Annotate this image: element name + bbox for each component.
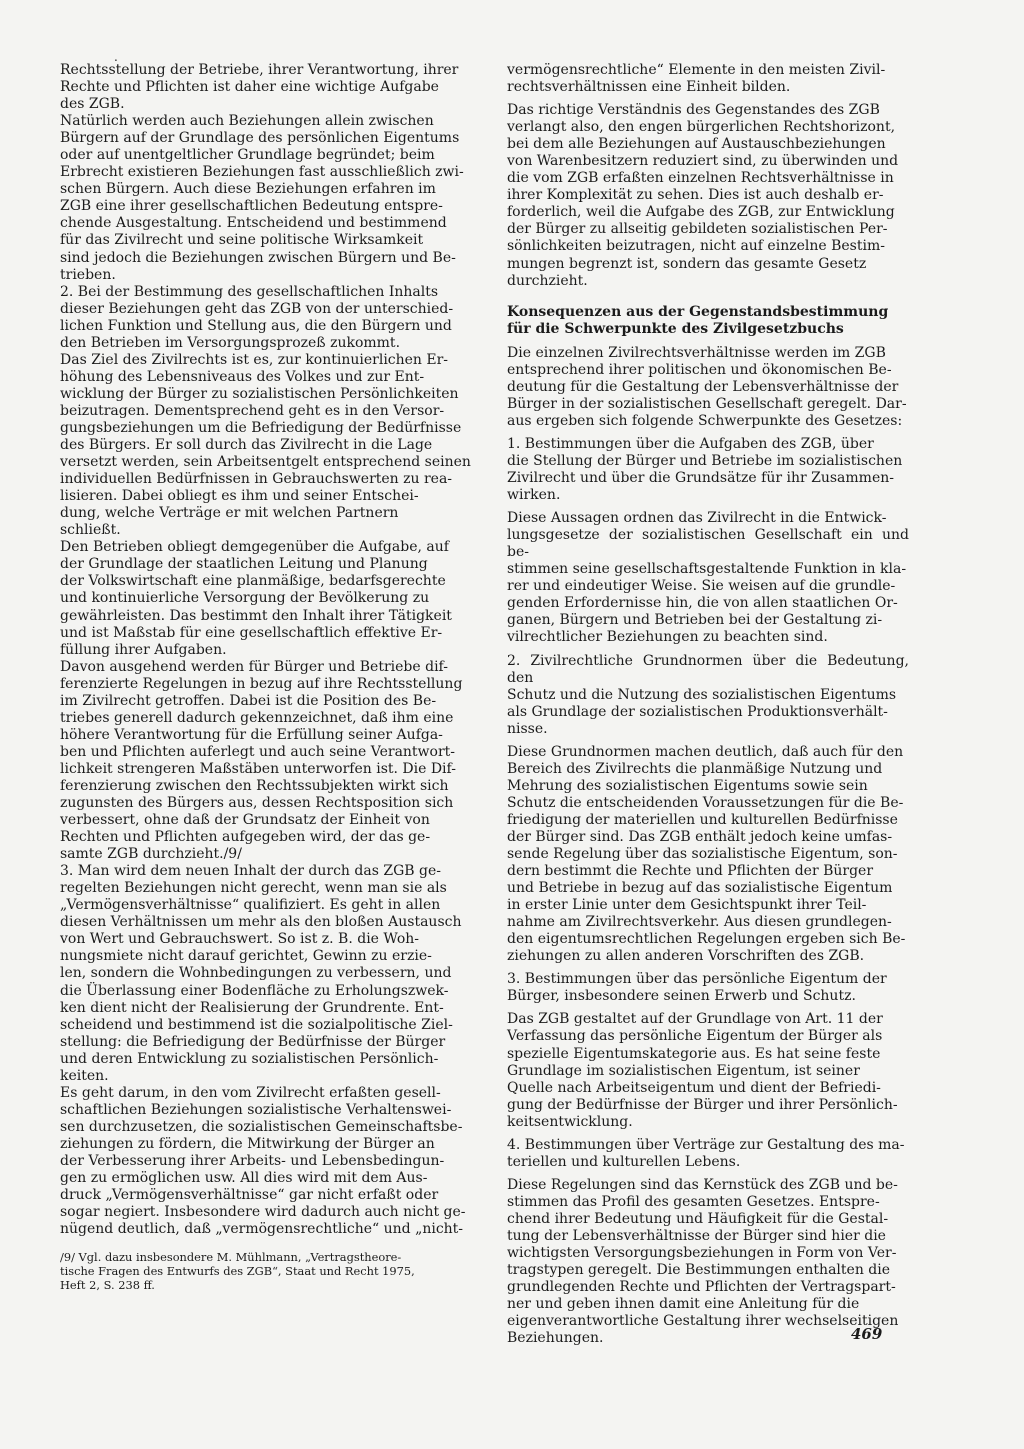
paragraph: Diese Regelungen sind das Kernstück des ZGB und be- stimmen das Profil des gesamten Gesetzes. Entspre- chend ihrer Bedeutung und Häufigkeit für die Gestal- tung der Lebensverhältnisse der Bürger sind hier die wichtigsten Versorgungsbeziehungen in Form von Ver- tragstypen geregelt. Die Bestimmungen enthalten die grundlegenden Rechte und Pflichten der Vertragspart- ner und geben ihnen damit eine Anleitung für die eigenverantwortliche Gestaltung ihrer wechselseitigen Beziehungen. [507,1176,899,1347]
paragraph: Natürlich werden auch Beziehungen allein zwischen Bürgern auf der Grundlage des persönlichen Eigentums oder auf unentgeltlicher Grundlage begründet; beim Erbrecht existieren Beziehungen fast ausschließlich zwi- schen Bürgern. Auch diese Beziehungen erfahren im ZGB eine ihrer gesellschaftlichen Bedeutung entspre- chende Ausgestaltung. Entscheidend und bestimmend für das Zivilrecht und seine politische Wirksamkeit sind jedoch die Beziehungen zwischen Bürgern und Be- trieben. [60,113,464,283]
paragraph: Das richtige Verständnis des Gegenstandes des ZGB verlangt also, den engen bürgerlichen Rechtshorizont, bei dem alle Beziehungen auf Austauschbeziehungen von Warenbesitzern reduziert sind, zu überwinden und die vom ZGB erfaßten einzelnen Rechtsverhältnisse in ihrer Komplexität zu sehen. Dies ist auch deshalb er- forderlich, weil die Aufgabe des ZGB, zur Entwicklung der Bürger zu allseitig gebildeten sozialistischen Per- sönlichkeiten beizutragen, nicht auf einzelne Bestim- mungen begrenzt ist, sondern das gesamte Gesetz durchzieht. [507,102,899,289]
paragraph: Diese Grundnormen machen deutlich, daß auch für den Bereich des Zivilrechts die planmäßige Nutzung und Mehrung des sozialistischen Eigentums sowie sein Schutz die entscheidenden Voraussetzungen für die Be- friedigung der materiellen und kulturellen Bedürfnisse der Bürger sind. Das ZGB enthält jedoch keine umfas- sende Regelung über das sozialistische Eigentum, son- dern bestimmt die Rechte und Pflichten der Bürger und Betriebe in bezug auf das sozialistische Eigentum in erster Linie unter dem Gesichtspunkt ihrer Teil- nahme am Zivilrechtsverkehr. Aus diesen grundlegen- den eigentumsrechtlichen Regelungen ergeben sich Be- ziehungen zu allen anderen Vorschriften des ZGB. [507,743,906,965]
paragraph: Es geht darum, in den vom Zivilrecht erfaßten gesell- schaftlichen Beziehungen sozialistische Verhaltenswei- sen durchzusetzen, die sozialistischen Gemeinschaftsbe- ziehungen zu fördern, die Mitwirkung der Bürger an der Verbesserung ihrer Arbeits- und Lebensbedingun- gen zu ermöglichen usw. All dies wird mit dem Aus- druck „Vermögensverhältnisse“ gar nicht erfaßt oder sogar negiert. Insbesondere wird dadurch auch nicht ge- nügend deutlich, daß „vermögensrechtliche“ und „nicht- [60,1084,466,1238]
paragraph: Die einzelnen Zivilrechtsverhältnisse werden im ZGB entsprechend ihrer politischen und ökonomischen Be- deutung für die Gestaltung der Lebensverhältnisse der Bürger in der sozialistischen Gesellschaft geregelt. Dar- aus ergeben sich folgende Schwerpunkte des Gesetzes: [507,344,907,429]
paragraph: 3. Bestimmungen über das persönliche Eigentum der Bürger, insbesondere seinen Erwerb und Schutz. [507,971,887,1005]
paragraph: 1. Bestimmungen über die Aufgaben des ZGB, über die Stellung der Bürger und Betriebe im sozialistischen Zivilrecht und über die Grundsätze für ihr Zusammen- wirken. [507,435,903,504]
paragraph: 4. Bestimmungen über Verträge zur Gestaltung des ma- teriellen und kulturellen Lebens. [507,1136,905,1170]
paragraph: 2. Bei der Bestimmung des gesellschaftlichen Inhalts dieser Beziehungen geht das ZGB von der unterschied- lichen Funktion und Stellung aus, die den Bürgern und den Betrieben im Versorgungsprozeß zukommt. [60,283,454,351]
paragraph: Diese Aussagen ordnen das Zivilrecht in die Entwick- lungsgesetze der sozialistischen Gesellschaft ein und be- stimmen seine gesellschaftsgestaltende Funktion in kla- rer und eindeutiger Weise. Sie weisen auf die grundle- genden Erfordernisse hin, die von allen staatlichen Or- ganen, Bürgern und Betrieben bei der Gestaltung zi- vilrechtlicher Beziehungen zu beachten sind. [507,510,909,646]
paragraph: Davon ausgehend werden für Bürger und Betriebe dif- ferenzierte Regelungen in bezug auf ihre Rechtsstellung im Zivilrecht getroffen. Dabei ist die Position des Be- triebes generell dadurch gekennzeichnet, daß ihm eine höhere Verantwortung für die Erfüllung seiner Aufga- ben und Pflichten auferlegt und auch seine Verantwort- lichkeit strengeren Maßstäben unterworfen ist. Die Dif- ferenzierung zwischen den Rechtssubjekten wirkt sich zugunsten des Bürgers aus, dessen Rechtsposition sich verbessert, ohne daß der Grundsatz der Einheit von Rechten und Pflichten aufgegeben wird, der das ge- samte ZGB durchzieht./9/ [60,658,463,863]
page-number: 469 [851,1325,883,1343]
section-heading: Konsequenzen aus der Gegenstandsbestimmung für die Schwerpunkte des Zivilgesetzbuchs [507,303,889,337]
footnote: /9/ Vgl. dazu insbesondere M. Mühlmann, „Vertragstheore- tische Fragen des Entwurfs des ZGB“, Staat und Recht 1975, Heft 2, S. 238 ff. [60,1250,415,1293]
paragraph: Das ZGB gestaltet auf der Grundlage von Art. 11 der Verfassung das persönliche Eigentum der Bürger als spezielle Eigentumskategorie aus. Es hat seine feste Grundlage im sozialistischen Eigentum, ist seiner Quelle nach Arbeitseigentum und dient der Befriedi- gung der Bedürfnisse der Bürger und ihrer Persönlich- keitsentwicklung. [507,1011,898,1130]
paragraph: 3. Man wird dem neuen Inhalt der durch das ZGB ge- regelten Beziehungen nicht gerecht, wenn man sie als „Vermögensverhältnisse“ qualifiziert. Es geht in allen diesen Verhältnissen um mehr als den bloßen Austausch von Wert und Gebrauchswert. So ist z. B. die Woh- nungsmiete nicht darauf gerichtet, Gewinn zu erzie- len, sondern die Wohnbedingungen zu verbessern, und die Überlassung einer Bodenfläche zu Erholungszwek- ken dient nicht der Realisierung der Grundrente. Ent- scheidend und bestimmend ist die sozialpolitische Ziel- stellung: die Befriedigung der Bedürfnisse der Bürger und deren Entwicklung zu sozialistischen Persönlich- keiten. [60,863,462,1084]
paragraph: Den Betrieben obliegt demgegenüber die Aufgabe, auf der Grundlage der staatlichen Leitung und Planung der Volkswirtschaft eine planmäßige, bedarfsgerechte und kontinuierliche Versorgung der Bevölkerung zu gewährleisten. Das bestimmt den Inhalt ihrer Tätigkeit und ist Maßstab für eine gesellschaftlich effektive Er- füllung ihrer Aufgaben. [60,539,452,658]
paragraph: Rechtsstellung der Betriebe, ihrer Verantwortung, ihrer Rechte und Pflichten ist daher eine wichtige Aufgabe des ZGB. [60,62,459,113]
paragraph: Das Ziel des Zivilrechts ist es, zur kontinuierlichen Er- höhung des Lebensniveaus des Volkes und zur Ent- wicklung der Bürger zu sozialistischen Persönlichkeiten beizutragen. Dementsprechend geht es in den Versor- gungsbeziehungen um die Befriedigung der Bedürfnisse des Bürgers. Er soll durch das Zivilrecht in die Lage versetzt werden, sein Arbeitsentgelt entsprechend seinen individuellen Bedürfnissen in Gebrauchswerten zu rea- lisieren. Dabei obliegt es ihm und seiner Entschei- dung, welche Verträge er mit welchen Partnern schließt. [60,351,471,539]
paragraph: vermögensrechtliche“ Elemente in den meisten Zivil- rechtsverhältnissen eine Einheit bilden. [507,62,886,96]
paragraph: 2. Zivilrechtliche Grundnormen über die Bedeutung, den Schutz und die Nutzung des sozialistischen Eigentums als Grundlage der sozialistischen Produktionsverhält- nisse. [507,652,909,737]
right-column [507,62,909,1353]
left-column [60,62,484,1292]
scan-dot: . [114,50,118,64]
